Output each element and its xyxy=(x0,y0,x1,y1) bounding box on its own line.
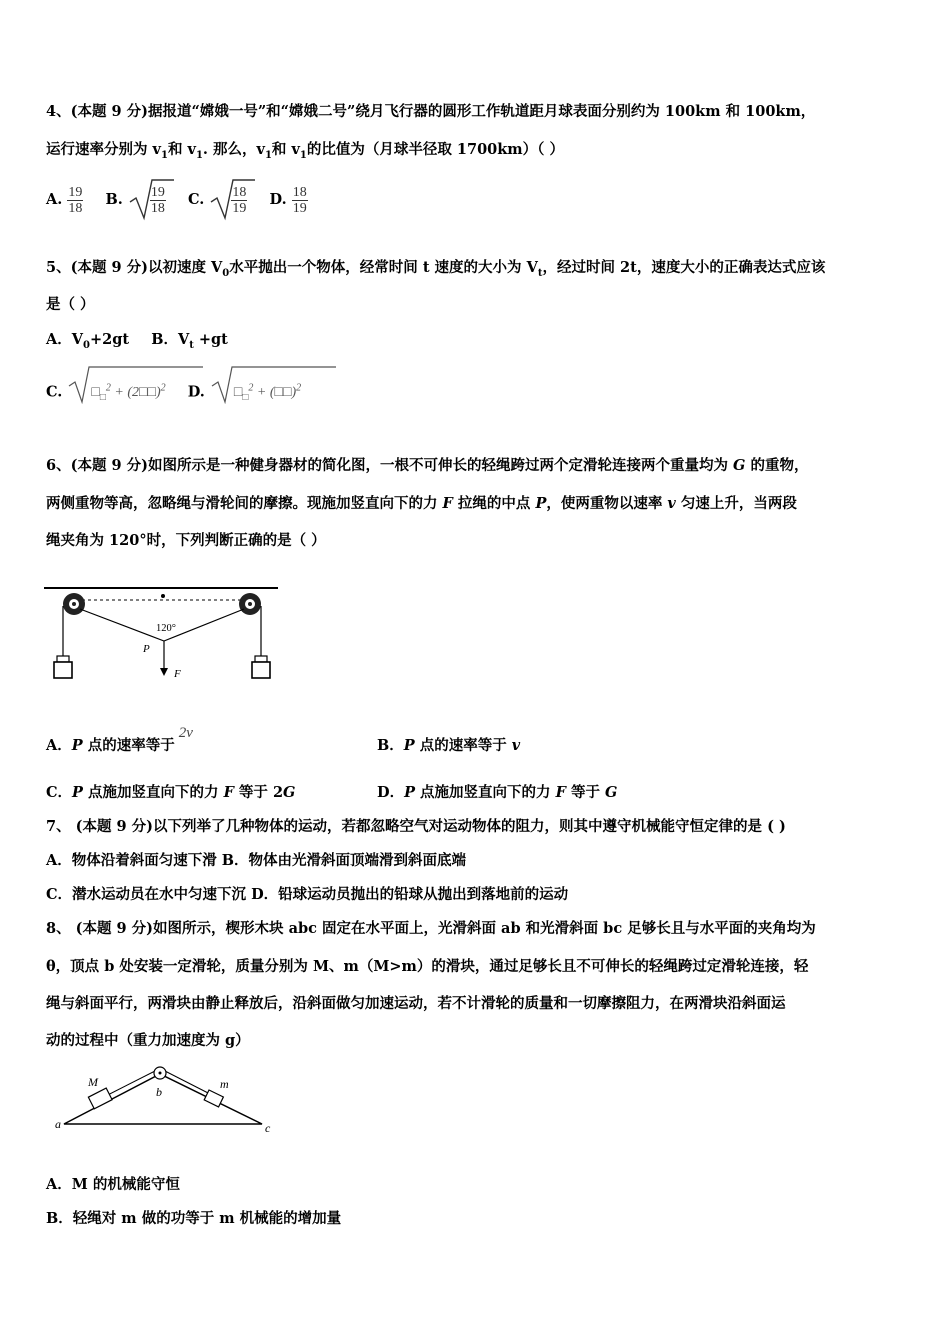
q7-options-cd[interactable]: C．潜水运动员在水中匀速下沉 D．铅球运动员抛出的铅球从抛出到落地前的运动 xyxy=(46,886,569,903)
q5-line-2: 是（ ） xyxy=(46,296,95,313)
q8-wedge-figure xyxy=(52,1062,278,1138)
q8-label-m: m xyxy=(220,1077,229,1091)
q6-option-d[interactable]: D．P 点施加竖直向下的力 F 等于 G xyxy=(377,784,618,801)
q8-label-M: M xyxy=(88,1075,98,1089)
q6-angle-label: 120° xyxy=(156,623,176,634)
q6-right-rope xyxy=(164,609,244,641)
q8-label-a: a xyxy=(55,1117,61,1131)
q5-options-cd xyxy=(46,368,301,417)
q6-p-label: P xyxy=(143,643,150,655)
q4-option-a[interactable]: A. $\frac{19}{18}$ xyxy=(46,184,83,216)
q8-label-c: c xyxy=(265,1121,271,1135)
q6-line-1: 6、(本题 9 分)如图所示是一种健身器材的简化图，一根不可伸长的轻绳跨过两个定滑轮连接两个重量均为 G 的重物， xyxy=(46,457,809,474)
q5-line-1: 5、(本题 9 分)以初速度 $V_0$水平抛出一个物体，经常时间 t 速度的大小为 $V_t$，经过时间 2t，速度大小的正确表达式应该 xyxy=(46,259,826,279)
q4-option-b-sqrt: $\frac{19}{18}$ xyxy=(128,180,166,220)
q6-line-3: 绳夹角为 120°时，下列判断正确的是（ ） xyxy=(46,532,326,549)
q8-block-M xyxy=(88,1088,112,1109)
q8-line-3: 绳与斜面平行，两滑块由静止释放后，沿斜面做匀加速运动，若不计滑轮的质量和一切摩擦阻力，在两滑块沿斜面运 xyxy=(46,995,786,1012)
q5-option-c[interactable]: C. $□_□^2$ + (2□□)$^2$ xyxy=(46,368,166,417)
q8-line-4: 动的过程中（重力加速度为 g） xyxy=(46,1032,250,1049)
q8-option-b[interactable]: B．轻绳对 m 做的功等于 m 机械能的增加量 xyxy=(46,1210,342,1227)
q6-option-a[interactable]: A．P 点的速率等于2v xyxy=(46,725,193,754)
q4-line-2: 运行速率分别为 $v_1$和 $v_1$. 那么，$v_1$和 $v_1$的比值为（月球半径取 1700km）（ ） xyxy=(46,141,564,161)
q5-option-c-sqrt: $□_□^2$ + (2□□)$^2$ xyxy=(67,368,165,417)
q4-option-d-fraction: $\frac{18}{19}$ xyxy=(292,184,307,216)
q6-option-c[interactable]: C．P 点施加竖直向下的力 F 等于 2G xyxy=(46,784,296,801)
q4-option-b[interactable]: B. $\frac{19}{18}$ xyxy=(106,180,166,220)
q6-midpoint-dot xyxy=(161,594,165,598)
q4-option-c[interactable]: C. $\frac{18}{19}$ xyxy=(188,180,247,220)
q6-left-weight xyxy=(54,656,72,678)
q7-options-ab[interactable]: A．物体沿着斜面匀速下滑 B．物体由光滑斜面顶端滑到斜面底端 xyxy=(46,852,467,869)
q6-left-pulley xyxy=(63,593,85,615)
q6-line-2: 两侧重物等高，忽略绳与滑轮间的摩擦。现施加竖直向下的力 F 拉绳的中点 P，使两重物以速率 v 匀速上升，当两段 xyxy=(46,495,797,512)
q8-line-1: 8、 (本题 9 分)如图所示，楔形木块 abc 固定在水平面上，光滑斜面 ab 和光滑斜面 bc 足够长且与水平面的夹角均为 xyxy=(46,920,816,937)
q6-option-b[interactable]: B．P 点的速率等于 v xyxy=(377,737,521,754)
q4-line-1: 4、(本题 9 分)据报道“嫦娥一号”和“嫦娥二号”绕月飞行器的圆形工作轨道距月球表面分别约为 100km 和 100km， xyxy=(46,103,816,120)
q4-options xyxy=(46,180,308,220)
q8-line-2: θ，顶点 b 处安装一定滑轮，质量分别为 M、m（M>m）的滑块，通过足够长且不可伸长的轻绳跨过定滑轮连接，轻 xyxy=(46,958,809,975)
q5-options-ab xyxy=(46,330,228,356)
q6-right-pulley xyxy=(239,593,261,615)
q4-option-c-sqrt: $\frac{18}{19}$ xyxy=(209,180,247,220)
q5-option-b[interactable]: B．$V_t +gt$ xyxy=(151,331,228,351)
q7-line-1: 7、 (本题 9 分)以下列举了几种物体的运动，若都忽略空气对运动物体的阻力，则其中遵守机械能守恒定律的是 ( ) xyxy=(46,818,786,835)
q6-pulley-figure xyxy=(44,584,280,690)
q5-option-a[interactable]: A．$V_0+2gt$ xyxy=(46,331,130,351)
q8-label-b: b xyxy=(156,1085,162,1099)
q4-option-d[interactable]: D. $\frac{18}{19}$ xyxy=(269,184,307,216)
q6-f-label: F xyxy=(174,668,181,680)
q6-right-weight xyxy=(252,656,270,678)
q6-left-rope xyxy=(80,609,164,641)
q8-right-rope xyxy=(163,1070,212,1095)
q5-option-d-sqrt: $□_□^2$ + (□□)$^2$ xyxy=(210,368,301,417)
q5-option-d[interactable]: D. $□_□^2$ + (□□)$^2$ xyxy=(188,368,301,417)
q8-option-a[interactable]: A．M 的机械能守恒 xyxy=(46,1176,180,1193)
q4-option-a-fraction: $\frac{19}{18}$ xyxy=(68,184,83,216)
